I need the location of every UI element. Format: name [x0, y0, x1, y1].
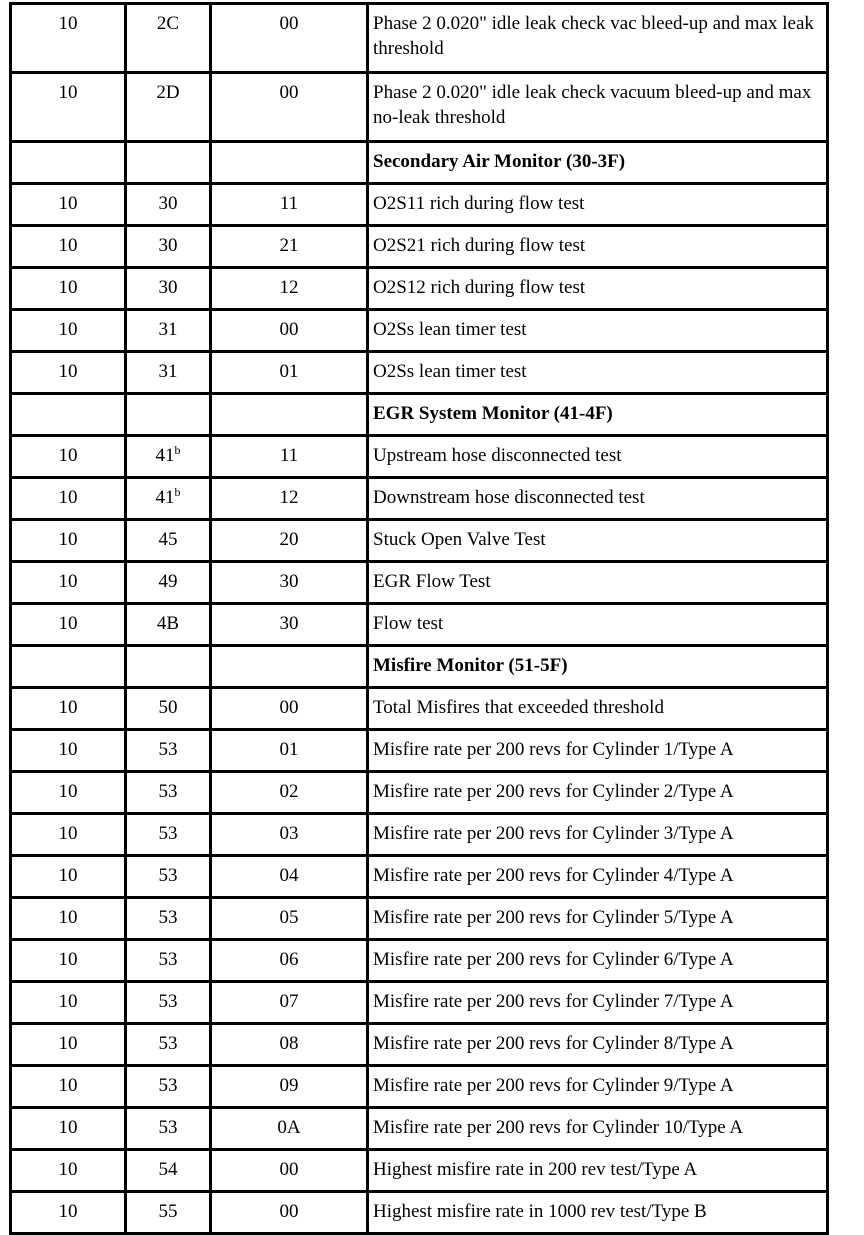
col1-cell: [11, 1108, 126, 1150]
description-cell-text: Misfire rate per 200 revs for Cylinder 5/Type A: [373, 907, 734, 928]
col3-cell-text: 01: [279, 361, 299, 382]
section-title-text: EGR System Monitor (41-4F): [373, 403, 613, 424]
col2-cell-text: 31: [158, 361, 178, 382]
col3-cell: [211, 142, 368, 184]
col2-cell: [126, 142, 211, 184]
col1-cell: [11, 1150, 126, 1192]
col3-cell-text: 00: [279, 13, 299, 34]
col3-cell-text: 00: [279, 697, 299, 718]
table-row: [11, 1150, 828, 1192]
col3-cell: [211, 1066, 368, 1108]
col2-cell-text: 55: [158, 1201, 178, 1222]
col3-cell: [211, 1150, 368, 1192]
col3-cell: [211, 226, 368, 268]
col1-cell: [11, 1024, 126, 1066]
description-cell-text: Highest misfire rate in 1000 rev test/Type B: [373, 1201, 707, 1222]
col3-cell-text: 21: [279, 235, 299, 256]
col1-cell-text: 10: [58, 445, 78, 466]
col1-cell-text: 10: [58, 1201, 78, 1222]
description-cell: [368, 1192, 828, 1234]
col2-cell-text: 53: [158, 823, 178, 844]
col3-cell: [211, 520, 368, 562]
col1-cell-text: 10: [58, 991, 78, 1012]
col2-cell: [126, 352, 211, 394]
col2-cell: [126, 73, 211, 142]
col1-cell: [11, 940, 126, 982]
description-cell-text: Downstream hose disconnected test: [373, 487, 645, 508]
col3-cell-text: 00: [279, 1201, 299, 1222]
section-title-text: Secondary Air Monitor (30-3F): [373, 151, 626, 172]
col2-cell: [126, 226, 211, 268]
section-header-row: [11, 142, 828, 184]
description-cell-text: O2Ss lean timer test: [373, 319, 527, 340]
table-row: [11, 352, 828, 394]
col3-cell: [211, 604, 368, 646]
col2-cell-text: 49: [158, 571, 178, 592]
description-cell: [368, 814, 828, 856]
col2-cell: [126, 394, 211, 436]
col2-cell: [126, 310, 211, 352]
description-cell: [368, 1066, 828, 1108]
description-cell: [368, 436, 828, 478]
col3-cell-text: 05: [279, 907, 299, 928]
description-cell-text: Phase 2 0.020" idle leak check vacuum bleed-up and max no-leak threshold: [373, 82, 812, 128]
col2-cell-text: 53: [158, 1075, 178, 1096]
col1-cell-text: 10: [58, 781, 78, 802]
col2-cell: [126, 478, 211, 520]
col1-cell-text: 10: [58, 739, 78, 760]
description-cell: [368, 226, 828, 268]
description-cell-text: Misfire rate per 200 revs for Cylinder 6/Type A: [373, 949, 734, 970]
col1-cell-text: 10: [58, 235, 78, 256]
col1-cell-text: 10: [58, 361, 78, 382]
col2-cell: [126, 1024, 211, 1066]
col2-cell-text: 2C: [156, 13, 180, 34]
description-cell-text: Stuck Open Valve Test: [373, 529, 546, 550]
col1-cell-text: 10: [58, 613, 78, 634]
col3-cell-text: 09: [279, 1075, 299, 1096]
col1-cell-text: 10: [58, 193, 78, 214]
col1-cell-text: 10: [58, 13, 78, 34]
col3-cell-text: 00: [279, 1159, 299, 1180]
description-cell-text: O2S11 rich during flow test: [373, 193, 585, 214]
col1-cell: [11, 982, 126, 1024]
col1-cell: [11, 1192, 126, 1234]
table-row: [11, 688, 828, 730]
col2-cell-text: 53: [158, 949, 178, 970]
col2-cell-text: 2D: [156, 82, 180, 103]
col2-cell-text: 53: [158, 1117, 178, 1138]
col3-cell: [211, 310, 368, 352]
col1-cell: [11, 268, 126, 310]
col3-cell-text: 02: [279, 781, 299, 802]
col2-cell: [126, 856, 211, 898]
col3-cell: [211, 352, 368, 394]
col2-cell-text: 53: [158, 865, 178, 886]
col2-cell: [126, 940, 211, 982]
col2-cell-text: 50: [158, 697, 178, 718]
col1-cell-text: 10: [58, 487, 78, 508]
col1-cell-text: 10: [58, 1117, 78, 1138]
col2-cell-text: 41: [155, 487, 175, 508]
footnote-marker: b: [174, 485, 181, 499]
col3-cell-text: 30: [279, 613, 299, 634]
col1-cell: [11, 310, 126, 352]
description-cell: [368, 520, 828, 562]
col3-cell: [211, 856, 368, 898]
description-cell: [368, 604, 828, 646]
col2-cell: [126, 1192, 211, 1234]
description-cell-text: O2S12 rich during flow test: [373, 277, 586, 298]
description-cell: [368, 772, 828, 814]
col3-cell-text: 30: [279, 571, 299, 592]
col1-cell-text: 10: [58, 949, 78, 970]
table-row: [11, 1066, 828, 1108]
description-cell: [368, 73, 828, 142]
col2-cell: [126, 4, 211, 73]
col3-cell: [211, 436, 368, 478]
col3-cell-text: 12: [279, 487, 299, 508]
col2-cell-text: 53: [158, 1033, 178, 1054]
col3-cell-text: 07: [279, 991, 299, 1012]
description-cell-text: Misfire rate per 200 revs for Cylinder 2/Type A: [373, 781, 734, 802]
description-cell-text: EGR Flow Test: [373, 571, 491, 592]
table-row: [11, 1108, 828, 1150]
table-row: [11, 4, 828, 73]
col1-cell-text: 10: [58, 277, 78, 298]
table-row: [11, 856, 828, 898]
col1-cell: [11, 394, 126, 436]
col3-cell-text: 20: [279, 529, 299, 550]
description-cell: [368, 982, 828, 1024]
col1-cell-text: 10: [58, 319, 78, 340]
table-row: [11, 436, 828, 478]
col2-cell: [126, 436, 211, 478]
description-cell: [368, 688, 828, 730]
description-cell: [368, 310, 828, 352]
col3-cell: [211, 268, 368, 310]
col1-cell-text: 10: [58, 865, 78, 886]
col3-cell-text: 06: [279, 949, 299, 970]
col2-cell: [126, 646, 211, 688]
table-row: [11, 604, 828, 646]
col3-cell-text: 00: [279, 319, 299, 340]
description-cell-text: Total Misfires that exceeded threshold: [373, 697, 664, 718]
col2-cell: [126, 520, 211, 562]
col3-cell-text: 03: [279, 823, 299, 844]
description-cell: [368, 856, 828, 898]
col3-cell: [211, 688, 368, 730]
col2-cell-text: 53: [158, 781, 178, 802]
description-cell: [368, 478, 828, 520]
col2-cell: [126, 898, 211, 940]
col3-cell: [211, 478, 368, 520]
col1-cell-text: 10: [58, 907, 78, 928]
col1-cell: [11, 1066, 126, 1108]
col3-cell: [211, 73, 368, 142]
col3-cell: [211, 898, 368, 940]
col2-cell: [126, 772, 211, 814]
col1-cell-text: 10: [58, 1075, 78, 1096]
table-body: [11, 4, 828, 1234]
col1-cell-text: 10: [58, 697, 78, 718]
col2-cell-text: 53: [158, 907, 178, 928]
col1-cell: [11, 814, 126, 856]
description-cell: [368, 1024, 828, 1066]
table-row: [11, 226, 828, 268]
col1-cell: [11, 4, 126, 73]
table-row: [11, 562, 828, 604]
table-row: [11, 73, 828, 142]
description-cell-text: Misfire rate per 200 revs for Cylinder 4/Type A: [373, 865, 734, 886]
col2-cell: [126, 814, 211, 856]
col3-cell: [211, 1024, 368, 1066]
col1-cell: [11, 688, 126, 730]
table-row: [11, 1192, 828, 1234]
col2-cell: [126, 1150, 211, 1192]
table-row: [11, 898, 828, 940]
description-cell-text: Upstream hose disconnected test: [373, 445, 622, 466]
col2-cell-text: 53: [158, 739, 178, 760]
col3-cell: [211, 184, 368, 226]
col2-cell-text: 54: [158, 1159, 178, 1180]
description-cell: [368, 1108, 828, 1150]
description-cell: [368, 1150, 828, 1192]
description-cell: [368, 4, 828, 73]
col2-cell: [126, 562, 211, 604]
col1-cell: [11, 856, 126, 898]
table-row: [11, 520, 828, 562]
col3-cell: [211, 1108, 368, 1150]
description-cell: [368, 184, 828, 226]
col1-cell-text: 10: [58, 571, 78, 592]
col2-cell-text: 30: [158, 235, 178, 256]
col2-cell: [126, 268, 211, 310]
col2-cell-text: 31: [158, 319, 178, 340]
col2-cell: [126, 604, 211, 646]
table-row: [11, 184, 828, 226]
col2-cell-text: 30: [158, 193, 178, 214]
col2-cell: [126, 1066, 211, 1108]
footnote-marker: b: [174, 443, 181, 457]
col1-cell: [11, 772, 126, 814]
table-row: [11, 310, 828, 352]
col1-cell: [11, 436, 126, 478]
section-title-text: Misfire Monitor (51-5F): [373, 655, 568, 676]
table-row: [11, 814, 828, 856]
col3-cell-text: 01: [279, 739, 299, 760]
description-cell-text: Misfire rate per 200 revs for Cylinder 3/Type A: [373, 823, 734, 844]
col3-cell-text: 04: [279, 865, 299, 886]
col3-cell-text: 08: [279, 1033, 299, 1054]
col1-cell: [11, 142, 126, 184]
description-cell-text: Misfire rate per 200 revs for Cylinder 1/Type A: [373, 739, 734, 760]
col3-cell: [211, 772, 368, 814]
col1-cell-text: 10: [58, 1033, 78, 1054]
col3-cell: [211, 730, 368, 772]
description-cell-text: Misfire rate per 200 revs for Cylinder 10/Type A: [373, 1117, 744, 1138]
table-row: [11, 1024, 828, 1066]
monitor-test-table: [9, 2, 829, 1235]
col2-cell: [126, 688, 211, 730]
col2-cell-text: 41: [155, 445, 175, 466]
table-row: [11, 478, 828, 520]
col1-cell-text: 10: [58, 823, 78, 844]
col3-cell: [211, 1192, 368, 1234]
col3-cell: [211, 646, 368, 688]
col1-cell: [11, 730, 126, 772]
col3-cell-text: 0A: [277, 1117, 301, 1138]
description-cell: [368, 268, 828, 310]
section-title: [368, 142, 828, 184]
description-cell: [368, 898, 828, 940]
col1-cell: [11, 352, 126, 394]
col3-cell: [211, 982, 368, 1024]
description-cell-text: O2Ss lean timer test: [373, 361, 527, 382]
description-cell: [368, 562, 828, 604]
description-cell-text: Misfire rate per 200 revs for Cylinder 8/Type A: [373, 1033, 734, 1054]
col1-cell: [11, 604, 126, 646]
col2-cell-text: 4B: [156, 613, 180, 634]
col1-cell: [11, 73, 126, 142]
table-row: [11, 268, 828, 310]
table-row: [11, 772, 828, 814]
table-row: [11, 982, 828, 1024]
description-cell-text: O2S21 rich during flow test: [373, 235, 586, 256]
col1-cell: [11, 646, 126, 688]
section-title: [368, 394, 828, 436]
description-cell: [368, 940, 828, 982]
col2-cell: [126, 730, 211, 772]
col1-cell: [11, 898, 126, 940]
section-title: [368, 646, 828, 688]
table-row: [11, 730, 828, 772]
table-row: [11, 940, 828, 982]
col3-cell-text: 00: [279, 82, 299, 103]
col1-cell-text: 10: [58, 1159, 78, 1180]
description-cell: [368, 730, 828, 772]
col3-cell-text: 11: [279, 193, 299, 214]
col1-cell: [11, 478, 126, 520]
col2-cell: [126, 1108, 211, 1150]
description-cell-text: Phase 2 0.020" idle leak check vac bleed-up and max leak threshold: [373, 13, 814, 59]
section-header-row: [11, 394, 828, 436]
col1-cell-text: 10: [58, 529, 78, 550]
description-cell-text: Highest misfire rate in 200 rev test/Type A: [373, 1159, 698, 1180]
col2-cell-text: 53: [158, 991, 178, 1012]
col1-cell: [11, 520, 126, 562]
col3-cell: [211, 814, 368, 856]
col3-cell-text: 11: [279, 445, 299, 466]
description-cell: [368, 352, 828, 394]
col3-cell: [211, 940, 368, 982]
col3-cell: [211, 562, 368, 604]
col2-cell: [126, 184, 211, 226]
description-cell-text: Misfire rate per 200 revs for Cylinder 7/Type A: [373, 991, 734, 1012]
col2-cell-text: 30: [158, 277, 178, 298]
col3-cell: [211, 394, 368, 436]
col1-cell: [11, 226, 126, 268]
col3-cell-text: 12: [279, 277, 299, 298]
col1-cell: [11, 184, 126, 226]
section-header-row: [11, 646, 828, 688]
description-cell-text: Misfire rate per 200 revs for Cylinder 9/Type A: [373, 1075, 734, 1096]
col2-cell-text: 45: [158, 529, 178, 550]
description-cell-text: Flow test: [373, 613, 444, 634]
col1-cell-text: 10: [58, 82, 78, 103]
col1-cell: [11, 562, 126, 604]
col3-cell: [211, 4, 368, 73]
col2-cell: [126, 982, 211, 1024]
